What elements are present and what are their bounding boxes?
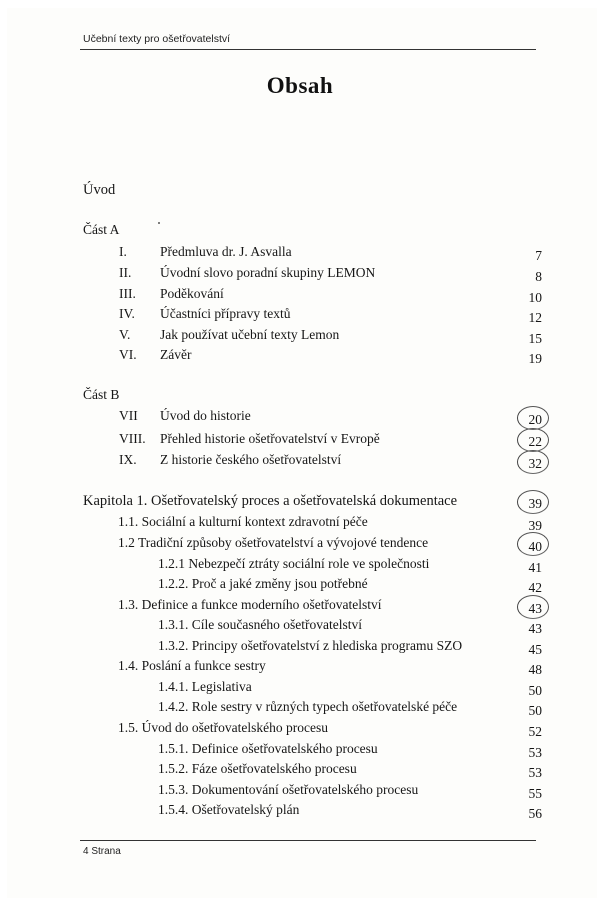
toc-page: 12 xyxy=(528,310,542,325)
toc-entry: 1.5. Úvod do ošetřovatelského procesu xyxy=(118,720,328,735)
toc-num: IV. xyxy=(119,306,135,321)
toc-num: V. xyxy=(119,327,131,342)
chapter-heading: Kapitola 1. Ošetřovatelský proces a ošetřovatelská dokumentace xyxy=(83,493,458,509)
toc-page: 55 xyxy=(528,786,542,801)
toc-entry: 1.2 Tradiční způsoby ošetřovatelství a vývojové tendence xyxy=(118,535,429,550)
toc-entry: 1.5.4. Ošetřovatelský plán xyxy=(158,802,300,817)
toc-page: 53 xyxy=(528,765,542,780)
toc-num: III. xyxy=(119,286,136,301)
toc-num: II. xyxy=(119,265,132,280)
toc-page: 19 xyxy=(528,351,542,366)
toc-page: 39 xyxy=(528,496,542,511)
toc-page: 50 xyxy=(528,703,542,718)
part-a-heading: Část A xyxy=(83,222,120,237)
toc-entry: 1.3.1. Cíle současného ošetřovatelství xyxy=(158,617,362,632)
toc-entry: Úvod do historie xyxy=(160,408,251,423)
toc-entry: 1.4. Poslání a funkce sestry xyxy=(118,658,266,673)
toc-entry: 1.3.2. Principy ošetřovatelství z hlediska programu SZO xyxy=(158,638,463,653)
toc-page: 7 xyxy=(535,248,542,263)
running-header: Učební texty pro ošetřovatelství xyxy=(83,33,231,45)
page-title: Obsah xyxy=(266,73,334,98)
page-number-label: 4 Strana xyxy=(83,846,121,857)
handwritten-circle xyxy=(517,490,549,514)
toc-page: 10 xyxy=(528,290,542,305)
footer-rule xyxy=(80,840,536,841)
toc-num: VII xyxy=(119,408,138,423)
handwritten-circle xyxy=(517,406,549,430)
toc-page: 53 xyxy=(528,745,542,760)
toc-page: 41 xyxy=(528,560,542,575)
toc-entry: 1.1. Sociální a kulturní kontext zdravotní péče xyxy=(118,514,368,529)
toc-page: 43 xyxy=(528,621,542,636)
toc-entry: 1.5.1. Definice ošetřovatelského procesu xyxy=(158,741,378,756)
toc-entry: Předmluva dr. J. Asvalla xyxy=(160,244,292,259)
toc-num: VI. xyxy=(119,347,137,362)
toc-entry: Z historie českého ošetřovatelství xyxy=(160,452,342,467)
toc-page: 48 xyxy=(528,662,542,677)
toc-entry: 1.3. Definice a funkce moderního ošetřovatelství xyxy=(118,597,382,612)
toc-entry: Poděkování xyxy=(160,286,224,301)
toc-page: 40 xyxy=(528,539,542,554)
toc-page: 43 xyxy=(528,601,542,616)
toc-entry: Jak používat učební texty Lemon xyxy=(160,327,340,342)
toc-entry: Přehled historie ošetřovatelství v Evropě xyxy=(160,431,380,446)
toc-page: 56 xyxy=(528,806,542,821)
toc-page: 42 xyxy=(528,580,542,595)
handwritten-circle xyxy=(517,532,549,556)
toc-num: IX. xyxy=(119,452,137,467)
toc-entry: 1.4.2. Role sestry v různých typech ošetřovatelské péče xyxy=(158,699,458,714)
handwritten-circle xyxy=(517,450,549,474)
toc-page: 52 xyxy=(528,724,542,739)
toc-page: 22 xyxy=(528,434,542,449)
toc-num: I. xyxy=(119,244,127,259)
intro-heading: Úvod xyxy=(83,182,116,198)
toc-page: 32 xyxy=(528,456,542,471)
handwritten-circle xyxy=(517,428,549,452)
toc-page: 39 xyxy=(528,518,542,533)
toc-entry: 1.4.1. Legislativa xyxy=(158,679,252,694)
toc-entry: 1.5.3. Dokumentování ošetřovatelského procesu xyxy=(158,782,419,797)
toc-entry: Úvodní slovo poradní skupiny LEMON xyxy=(160,265,376,280)
toc-entry: 1.2.2. Proč a jaké změny jsou potřebné xyxy=(158,576,368,591)
toc-entry: 1.5.2. Fáze ošetřovatelského procesu xyxy=(158,761,357,776)
toc-page: 50 xyxy=(528,683,542,698)
toc-page: 15 xyxy=(528,331,542,346)
stray-mark xyxy=(158,222,160,224)
toc-entry: Závěr xyxy=(160,347,192,362)
handwritten-circle xyxy=(517,595,549,619)
toc-page: 45 xyxy=(528,642,542,657)
toc-entry: 1.2.1 Nebezpečí ztráty sociální role ve společnosti xyxy=(158,556,430,571)
toc-entry: Účastníci přípravy textů xyxy=(160,306,291,321)
part-b-heading: Část B xyxy=(83,387,120,402)
toc-page: 8 xyxy=(535,269,542,284)
toc-page: 20 xyxy=(528,412,542,427)
toc-num: VIII. xyxy=(119,431,146,446)
header-rule xyxy=(80,49,536,50)
